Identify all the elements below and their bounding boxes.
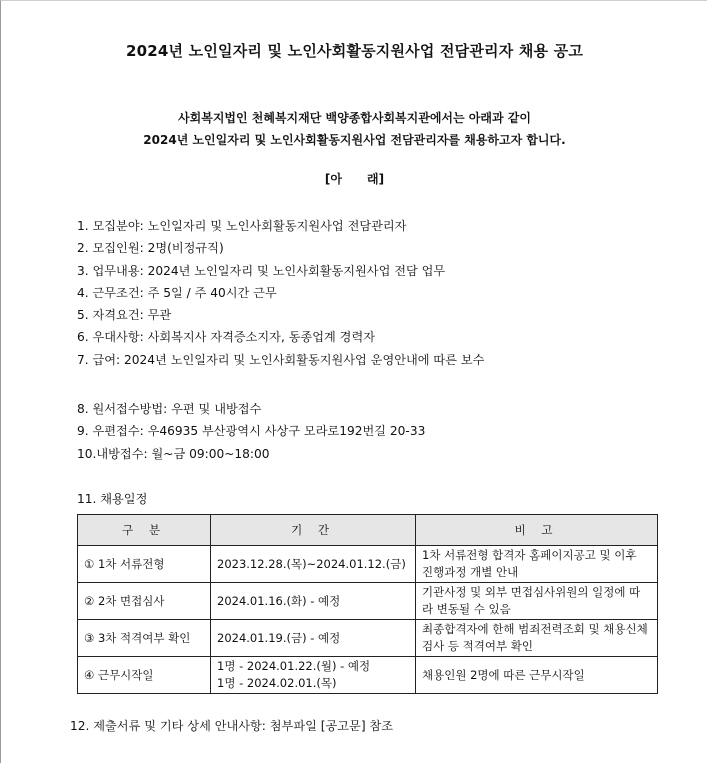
- list-item: 3. 업무내용: 2024년 노인일자리 및 노인사회활동지원사업 전담 업무: [77, 263, 446, 278]
- notice-heading: [아 래]: [324, 172, 385, 186]
- list-item: 5. 자격요건: 무관: [77, 308, 172, 323]
- page-title: 2024년 노인일자리 및 노인사회활동지원사업 전담관리자 채용 공고: [125, 42, 584, 60]
- list-item: 6. 우대사항: 사회복지사 자격증소지자, 동종업계 경력자: [77, 330, 375, 345]
- table-cell: 2024.01.16.(화) - 예정: [211, 583, 416, 620]
- header-period: 기 간: [211, 515, 416, 546]
- list-item: 7. 급여: 2024년 노인일자리 및 노인사회활동지원사업 운영안내에 따른 보수: [77, 352, 485, 367]
- intro-text: [0, 107, 709, 151]
- table-cell: ② 2차 면접심사: [78, 583, 211, 620]
- table-cell: 2024.01.19.(금) - 예정: [211, 620, 416, 657]
- intro-line-1: 사회복지법인 천혜복지재단 백양종합사회복지관에서는 아래과 같이: [178, 111, 531, 125]
- table-row: [78, 657, 658, 694]
- table-row: [78, 583, 658, 620]
- table-row: [78, 620, 658, 657]
- table-row: [78, 546, 658, 583]
- header-category: 구 분: [78, 515, 211, 546]
- list-item: 8. 원서접수방법: 우편 및 내방접수: [77, 402, 262, 416]
- table-cell: 1명 - 2024.01.22.(월) - 예정 1명 - 2024.02.01.(목): [211, 657, 416, 694]
- table-cell: 기관사정 및 외부 면접심사위원의 일정에 따라 변동될 수 있음: [416, 583, 658, 620]
- header-remarks: 비 고: [416, 515, 658, 546]
- table-cell: ① 1차 서류전형: [78, 546, 211, 583]
- table-header-row: [78, 515, 658, 546]
- list-item: 2. 모집인원: 2명(비정규직): [77, 241, 224, 256]
- item-list-b: [77, 398, 425, 465]
- table-cell: 2023.12.28.(목)~2024.01.12.(금): [211, 546, 416, 583]
- intro-line-2: 2024년 노인일자리 및 노인사회활동지원사업 전담관리자를 채용하고자 합니다.: [143, 133, 566, 147]
- schedule-title: 11. 채용일정: [77, 492, 148, 506]
- schedule-table: [77, 514, 658, 694]
- table-cell: 채용인원 2명에 따른 근무시작일: [416, 657, 658, 694]
- item-list-a: [77, 215, 484, 371]
- list-item: 10.내방접수: 월~금 09:00~18:00: [77, 446, 270, 461]
- footer-note: 12. 제출서류 및 기타 상세 안내사항: 첨부파일 [공고문] 참조: [70, 719, 393, 733]
- table-cell: ③ 3차 적격여부 확인: [78, 620, 211, 657]
- table-cell: 최종합격자에 한해 범죄전력조회 및 채용신체검사 등 적격여부 확인: [416, 620, 658, 657]
- list-item: 1. 모집분야: 노인일자리 및 노인사회활동지원사업 전담관리자: [77, 219, 407, 233]
- table-cell: 1차 서류전형 합격자 홈페이지공고 및 이후 진행과정 개별 안내: [416, 546, 658, 583]
- table-cell: ④ 근무시작일: [78, 657, 211, 694]
- list-item: 9. 우편접수: 우46935 부산광역시 사상구 모라로192번길 20-33: [77, 424, 426, 439]
- list-item: 4. 근무조건: 주 5일 / 주 40시간 근무: [77, 285, 277, 300]
